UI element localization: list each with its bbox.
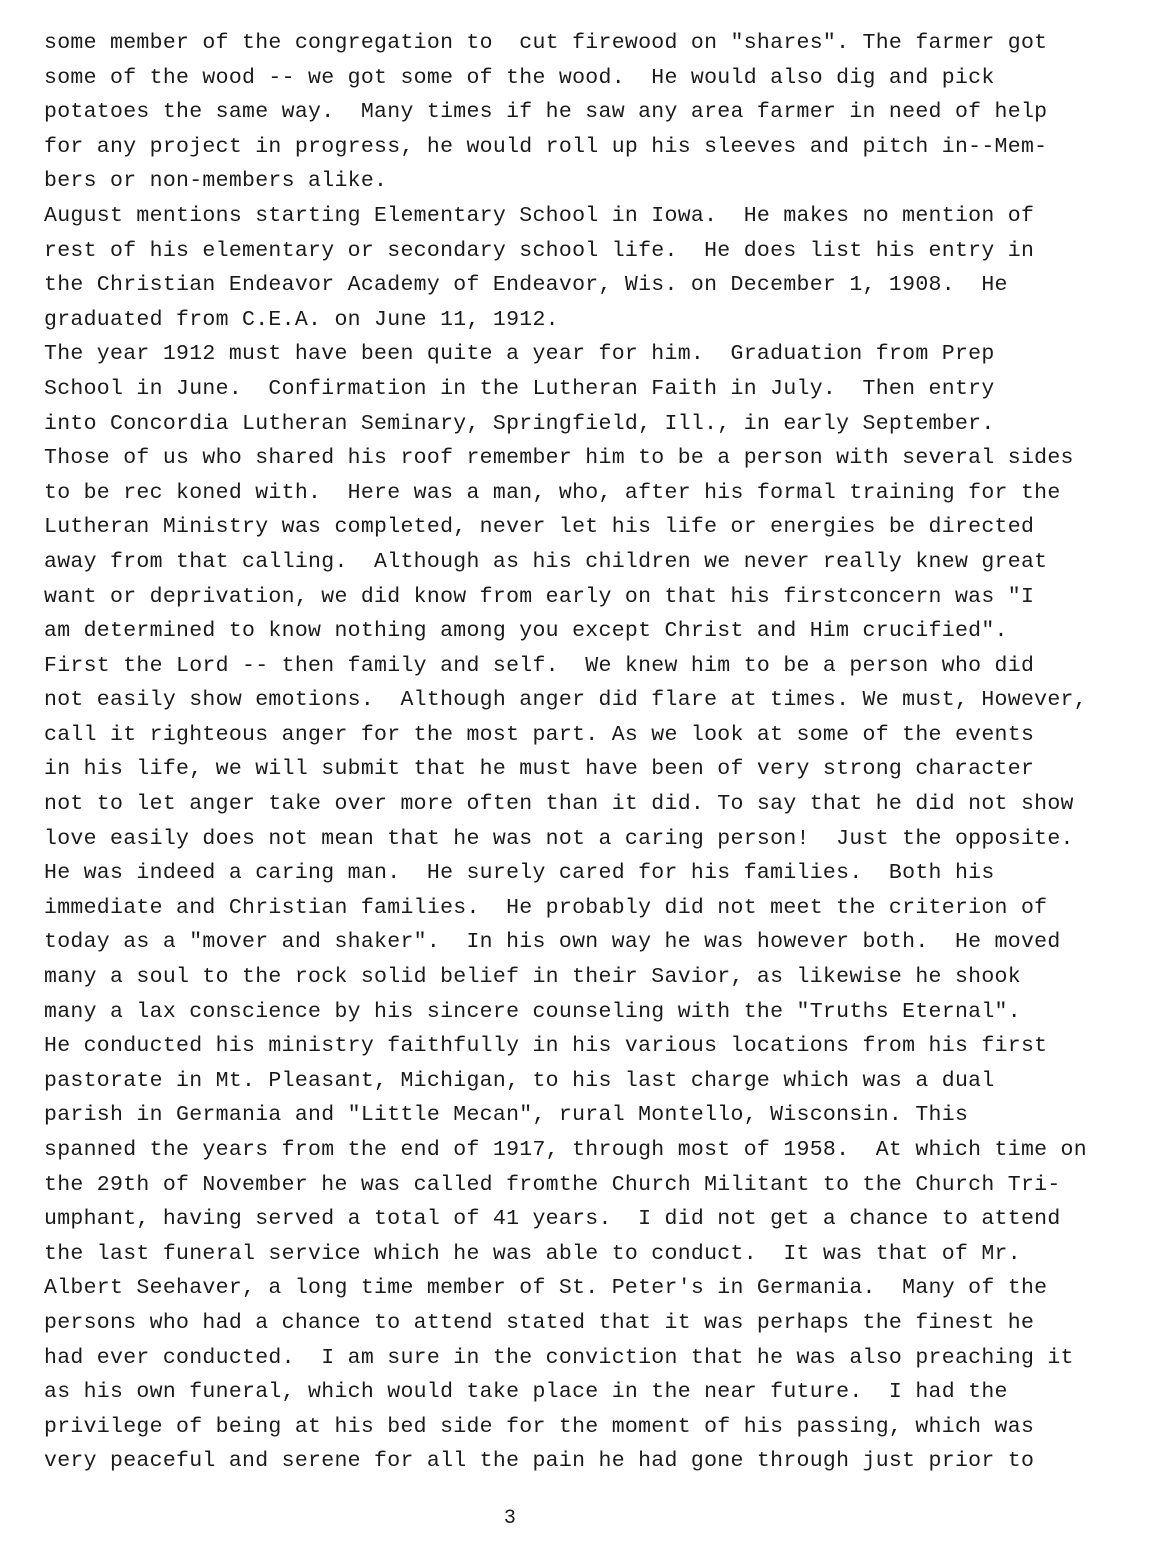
text-line: persons who had a chance to attend stated that it was perhaps the finest he	[44, 1310, 1035, 1335]
text-line: privilege of being at his bed side for the moment of his passing, which was	[44, 1414, 1035, 1439]
text-line: some member of the congregation to cut firewood on "shares". The farmer got	[44, 31, 1048, 55]
text-line: for any project in progress, he would roll up his sleeves and pitch in--Mem-	[44, 134, 1048, 159]
text-line: very peaceful and serene for all the pain he had gone through just prior to	[44, 1449, 1035, 1474]
text-line: Albert Seehaver, a long time member of St. Peter's in Germania. Many of the	[44, 1276, 1048, 1301]
text-line: the 29th of November he was called fromthe Church Militant to the Church Tri-	[44, 1172, 1061, 1197]
text-line: call it righteous anger for the most part. As we look at some of the events	[44, 722, 1035, 747]
text-line: to be rec koned with. Here was a man, who, after his formal training for the	[44, 480, 1061, 505]
text-line: School in June. Confirmation in the Lutheran Faith in July. Then entry	[44, 376, 995, 401]
text-line: the last funeral service which he was able to conduct. It was that of Mr.	[44, 1241, 1021, 1266]
text-line: spanned the years from the end of 1917, through most of 1958. At which time on	[44, 1138, 1087, 1162]
text-line: The year 1912 must have been quite a year for him. Graduation from Prep	[44, 342, 995, 367]
body-text	[44, 26, 1169, 1479]
text-line: graduated from C.E.A. on June 11, 1912.	[44, 307, 559, 332]
text-line: the Christian Endeavor Academy of Endeavor, Wis. on December 1, 1908. He	[44, 273, 1008, 298]
text-line: bers or non-members alike.	[44, 169, 388, 194]
text-line: Lutheran Ministry was completed, never let his life or energies be directed	[44, 515, 1035, 540]
text-line: not easily show emotions. Although anger did flare at times. We must, However,	[44, 688, 1087, 713]
text-line: potatoes the same way. Many times if he saw any area farmer in need of help	[44, 100, 1048, 125]
page-number: 3	[503, 1507, 517, 1530]
text-line: as his own funeral, which would take place in the near future. I had the	[44, 1380, 1008, 1405]
text-line: parish in Germania and "Little Mecan", rural Montello, Wisconsin. This	[44, 1103, 969, 1128]
text-line: some of the wood -- we got some of the wood. He would also dig and pick	[44, 65, 995, 90]
text-line: umphant, having served a total of 41 years. I did not get a chance to attend	[44, 1207, 1061, 1232]
text-line: many a soul to the rock solid belief in their Savior, as likewise he shook	[44, 965, 1021, 990]
text-line: today as a "mover and shaker". In his own way he was however both. He moved	[44, 930, 1061, 955]
text-line: pastorate in Mt. Pleasant, Michigan, to his last charge which was a dual	[44, 1068, 995, 1093]
text-line: Those of us who shared his roof remember him to be a person with several sides	[44, 446, 1074, 471]
text-line: am determined to know nothing among you except Christ and Him crucified".	[44, 619, 1008, 644]
text-line: August mentions starting Elementary School in Iowa. He makes no mention of	[44, 203, 1035, 228]
text-line: away from that calling. Although as his children we never really knew great	[44, 549, 1048, 574]
text-line: rest of his elementary or secondary school life. He does list his entry in	[44, 238, 1035, 263]
text-line: First the Lord -- then family and self. We knew him to be a person who did	[44, 653, 1035, 678]
text-line: love easily does not mean that he was not a caring person! Just the opposite.	[44, 826, 1074, 851]
text-line: He was indeed a caring man. He surely cared for his families. Both his	[44, 861, 995, 886]
text-line: immediate and Christian families. He probably did not meet the criterion of	[44, 895, 1048, 920]
text-line: many a lax conscience by his sincere counseling with the "Truths Eternal".	[44, 999, 1021, 1024]
text-line: not to let anger take over more often than it did. To say that he did not show	[44, 792, 1074, 817]
text-line: He conducted his ministry faithfully in his various locations from his first	[44, 1034, 1048, 1059]
text-line: in his life, we will submit that he must have been of very strong character	[44, 757, 1035, 782]
text-line: want or deprivation, we did know from early on that his firstconcern was "I	[44, 584, 1035, 609]
text-line: into Concordia Lutheran Seminary, Springfield, Ill., in early September.	[44, 411, 995, 436]
text-line: had ever conducted. I am sure in the conviction that he was also preaching it	[44, 1345, 1074, 1370]
